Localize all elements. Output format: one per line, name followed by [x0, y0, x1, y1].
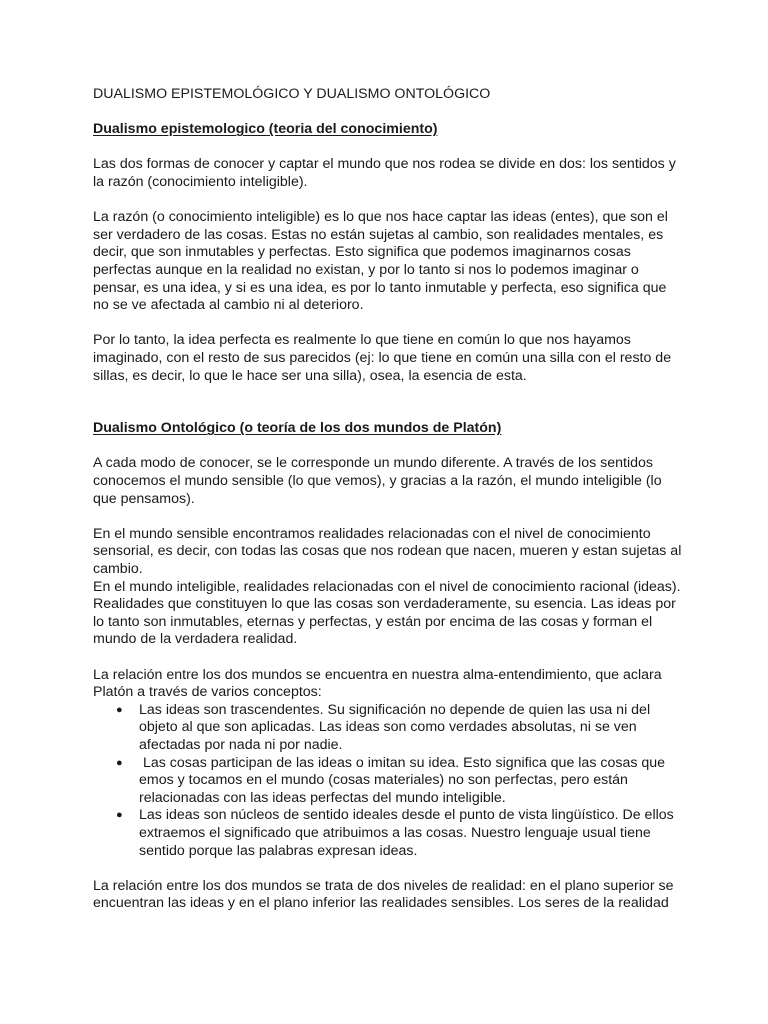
paragraph: La relación entre los dos mundos se encuentra en nuestra alma-entendimiento, que aclara Platón a través de varios conceptos: — [93, 666, 662, 701]
paragraph: Por lo tanto, la idea perfecta es realmente lo que tiene en común lo que nos hayamos imaginado, con el resto de sus parecidos (ej: lo que tiene en común una silla con el resto de sillas, es decir, lo que le hace ser una silla), osea, la esencia de esta. — [93, 332, 672, 384]
list-item — [93, 755, 685, 808]
list-item-text: Las ideas son núcleos de sentido ideales desde el punto de vista lingüístico. De ellos extraemos el significado que atribuimos a las cosas. Nuestro lenguaje usual tiene sentido porque las palabras expresan ideas. — [139, 807, 674, 859]
list-item — [93, 807, 685, 860]
section-heading-epistemologico: Dualismo epistemologico (teoria del conocimiento) — [93, 121, 438, 138]
list-item — [93, 702, 685, 755]
bullet-icon: ● — [116, 756, 123, 769]
paragraph: Las dos formas de conocer y captar el mundo que nos rodea se divide en dos: los sentidos y la razón (conocimiento inteligible). — [93, 156, 676, 190]
list-item-text: Las ideas son trascendentes. Su significación no depende de quien las usa ni del objeto al que son aplicadas. Las ideas son como verdades absolutas, ni se ven afectadas por nada ni por nadie. — [139, 701, 651, 753]
document-body — [93, 86, 685, 913]
paragraph: En el mundo inteligible, realidades relacionadas con el nivel de conocimiento racional (ideas). Realidades que constituyen lo que las cosas son verdaderamente, su esencia. Las ideas por lo tanto son inmutables, eternas y perfectas, y están por encima de las cosas y forman el mundo de la verdadera realidad. — [93, 578, 681, 648]
paragraph: La relación entre los dos mundos se trata de dos niveles de realidad: en el plano superior se encuentran las ideas y en el plano inferior las realidades sensibles. Los seres de la realidad — [93, 877, 674, 912]
bullet-list — [93, 702, 685, 860]
paragraph: A cada modo de conocer, se le corresponde un mundo diferente. A través de los sentidos conocemos el mundo sensible (lo que vemos), y gracias a la razón, el mundo inteligible (lo que pensamos). — [93, 455, 662, 507]
paragraph: En el mundo sensible encontramos realidades relacionadas con el nivel de conocimiento sensorial, es decir, con todas las cosas que nos rodean que nacen, mueren y estan sujetas al cambio. — [93, 525, 682, 578]
bullet-icon: ● — [116, 703, 123, 716]
section-heading-ontologico: Dualismo Ontológico (o teoría de los dos mundos de Platón) — [93, 420, 502, 437]
bullet-icon: ● — [116, 809, 123, 822]
paragraph: La razón (o conocimiento inteligible) es lo que nos hace captar las ideas (entes), que son el ser verdadero de las cosas. Estas no están sujetas al cambio, son realidades mentales, es decir, que son inmutables y perfectas. Esto significa que podemos imaginarnos cosas perfectas aunque en la realidad no existan, y por lo tanto si nos lo podemos imaginar o pensar, es una idea, y si es una idea, es por lo tanto inmutable y perfecta, eso significa que no se ve afectada al cambio ni al deterioro. — [93, 209, 668, 314]
list-item-text: Las cosas participan de las ideas o imitan su idea. Esto significa que las cosas que emos y tocamos en el mundo (cosas materiales) no son perfectas, pero están relacionadas con las ideas perfectas del mundo inteligible. — [139, 754, 669, 806]
document-title: DUALISMO EPISTEMOLÓGICO Y DUALISMO ONTOLÓGICO — [93, 86, 491, 102]
